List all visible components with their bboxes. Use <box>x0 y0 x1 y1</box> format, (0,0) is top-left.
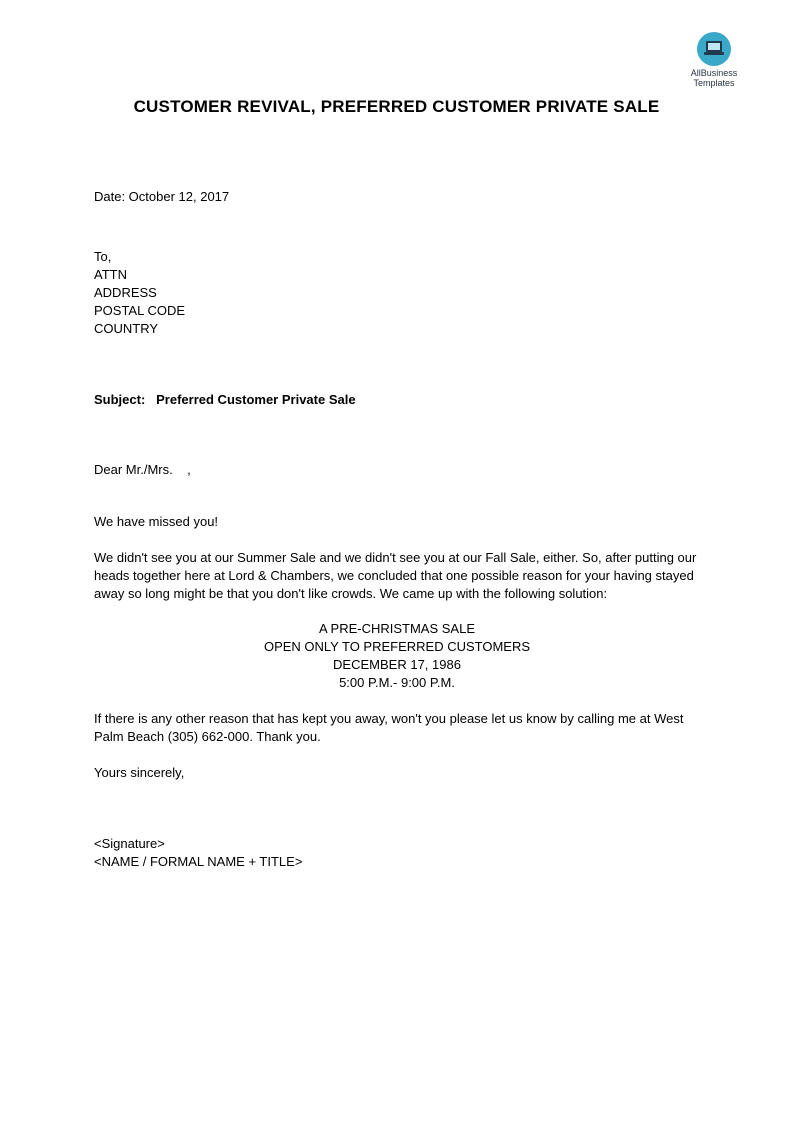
salutation: Dear Mr./Mrs. , <box>94 462 191 477</box>
logo-brand-line1: AllBusiness <box>690 68 738 78</box>
laptop-icon <box>704 40 724 58</box>
sign-off: Yours sincerely, <box>94 765 185 780</box>
logo-badge <box>697 32 731 66</box>
body-paragraph: We didn't see you at our Summer Sale and we didn't see you at our Fall Sale, either. So, after putting our heads together here at Lord & Chambers, we concluded that one possible reason for your having stayed away so long might be that you don't like crowds. We came up with the following solution: <box>94 550 697 601</box>
recipient-to: To, <box>94 249 112 264</box>
document-title: CUSTOMER REVIVAL, PREFERRED CUSTOMER PRIVATE SALE <box>133 97 660 116</box>
opening-line: We have missed you! <box>94 514 219 529</box>
subject-label: Subject: <box>94 392 146 407</box>
announcement-line: OPEN ONLY TO PREFERRED CUSTOMERS <box>263 639 531 654</box>
announcement-line: A PRE-CHRISTMAS SALE <box>318 621 476 636</box>
recipient-address: ADDRESS <box>94 285 157 300</box>
letter-date: Date: October 12, 2017 <box>94 189 230 204</box>
subject-line <box>94 391 356 409</box>
recipient-attn: ATTN <box>94 267 127 282</box>
allbusiness-logo <box>684 32 744 88</box>
announcement-line: DECEMBER 17, 1986 <box>333 657 461 672</box>
logo-brand-line2: Templates <box>693 78 735 88</box>
signature-placeholder: <Signature> <box>94 836 165 851</box>
closing-paragraph: If there is any other reason that has kept you away, won't you please let us know by calling me at West Palm Beach (305) 662-000. Thank you. <box>94 711 684 744</box>
logo-text <box>684 68 744 88</box>
announcement-line: 5:00 P.M.- 9:00 P.M. <box>339 675 455 690</box>
sale-announcement <box>94 620 700 692</box>
recipient-country: COUNTRY <box>94 321 159 336</box>
name-title-placeholder: <NAME / FORMAL NAME + TITLE> <box>94 854 303 869</box>
subject-text: Preferred Customer Private Sale <box>156 392 356 407</box>
recipient-postal-code: POSTAL CODE <box>94 303 186 318</box>
